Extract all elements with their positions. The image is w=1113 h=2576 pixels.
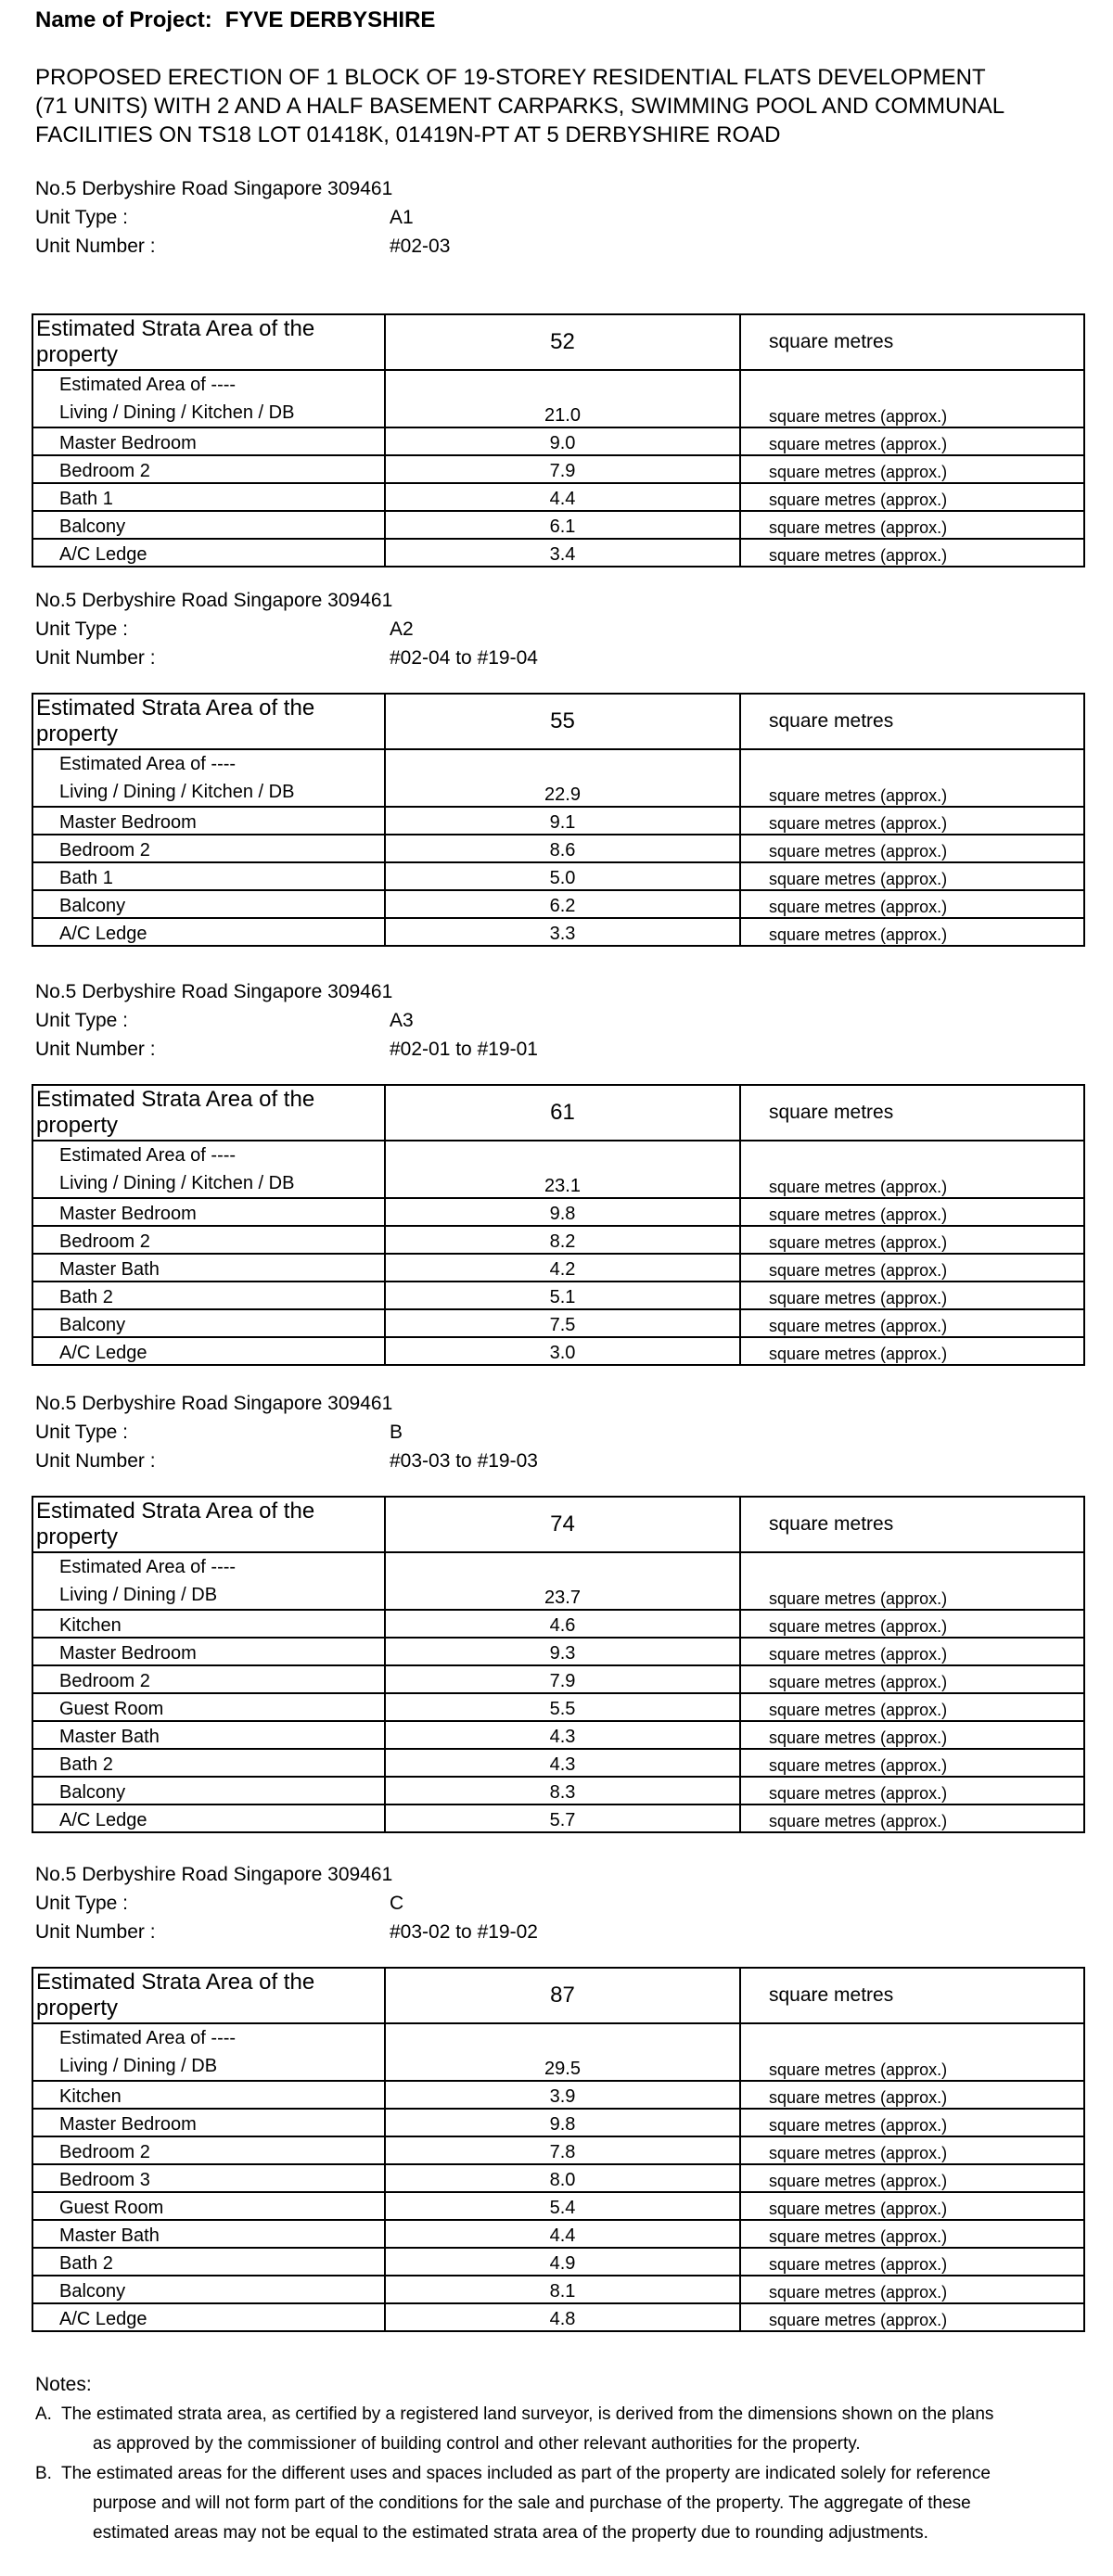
area-unit: square metres (approx.) xyxy=(740,2164,1084,2192)
area-unit: square metres (approx.) xyxy=(740,427,1084,455)
room-name: Balcony xyxy=(59,2281,126,2302)
strata-total-unit: square metres xyxy=(740,694,1084,749)
description-line: (71 UNITS) WITH 2 AND A HALF BASEMENT CARPARKS, SWIMMING POOL AND COMMUNAL xyxy=(35,94,1005,119)
area-label xyxy=(32,483,385,511)
strata-total-row xyxy=(32,1497,1084,1552)
estimated-area-label: Estimated Area of ---- xyxy=(59,375,237,395)
note-line: The estimated strata area, as certified by a registered land surveyor, is derived from the dimensions shown on the plans xyxy=(61,2404,994,2424)
unit-number-label: Unit Number : xyxy=(35,1450,156,1472)
room-name: Master Bedroom xyxy=(59,433,197,453)
room-name: Living / Dining / DB xyxy=(59,1585,218,1605)
room-name: Bath 2 xyxy=(59,1754,113,1775)
area-unit: square metres (approx.) xyxy=(740,1610,1084,1638)
area-value: 4.2 xyxy=(385,1254,740,1282)
area-unit: square metres (approx.) xyxy=(740,2109,1084,2136)
area-value: 6.1 xyxy=(385,511,740,539)
strata-total-label xyxy=(32,1968,385,2023)
area-label xyxy=(32,2192,385,2220)
address: No.5 Derbyshire Road Singapore 309461 xyxy=(35,1393,393,1414)
unit-number-value: #02-01 to #19-01 xyxy=(390,1039,538,1060)
unit-info-block xyxy=(35,1389,538,1475)
area-label xyxy=(32,1552,385,1610)
area-unit: square metres (approx.) xyxy=(740,1309,1084,1337)
unit-type-row xyxy=(35,1006,414,1035)
area-row xyxy=(32,2136,1084,2164)
unit-info-block xyxy=(35,174,451,261)
area-row xyxy=(32,1309,1084,1337)
area-value: 29.5 xyxy=(385,2023,740,2081)
area-unit: square metres (approx.) xyxy=(740,890,1084,918)
area-value: 8.2 xyxy=(385,1226,740,1254)
area-label xyxy=(32,1749,385,1777)
address: No.5 Derbyshire Road Singapore 309461 xyxy=(35,981,393,1002)
notes-title: Notes: xyxy=(35,2374,92,2395)
unit-number-row xyxy=(35,1035,538,1064)
unit-type-label: Unit Type : xyxy=(35,618,128,640)
strata-total-value: 52 xyxy=(385,314,740,370)
area-row xyxy=(32,749,1084,807)
unit-type-label: Unit Type : xyxy=(35,1010,128,1031)
area-value: 23.7 xyxy=(385,1552,740,1610)
area-unit: square metres (approx.) xyxy=(740,1638,1084,1665)
area-unit: square metres (approx.) xyxy=(740,2248,1084,2276)
area-unit: square metres (approx.) xyxy=(740,1749,1084,1777)
area-row xyxy=(32,1665,1084,1693)
area-value: 9.8 xyxy=(385,1198,740,1226)
strata-area-table xyxy=(32,1496,1085,1833)
area-row xyxy=(32,427,1084,455)
area-label xyxy=(32,890,385,918)
area-unit: square metres (approx.) xyxy=(740,2023,1084,2081)
area-label xyxy=(32,749,385,807)
unit-info-block xyxy=(35,586,538,672)
unit-type-value: A2 xyxy=(390,618,414,640)
area-row xyxy=(32,455,1084,483)
address: No.5 Derbyshire Road Singapore 309461 xyxy=(35,178,393,199)
area-unit: square metres (approx.) xyxy=(740,1141,1084,1198)
area-value: 7.5 xyxy=(385,1309,740,1337)
project-title xyxy=(35,7,435,33)
area-value: 4.3 xyxy=(385,1749,740,1777)
area-label xyxy=(32,1804,385,1832)
area-row xyxy=(32,1610,1084,1638)
room-name: Living / Dining / Kitchen / DB xyxy=(59,1173,295,1193)
unit-type-label: Unit Type : xyxy=(35,1422,128,1443)
area-unit: square metres (approx.) xyxy=(740,370,1084,427)
area-value: 8.0 xyxy=(385,2164,740,2192)
project-name: FYVE DERBYSHIRE xyxy=(224,7,436,32)
area-row xyxy=(32,539,1084,567)
area-unit: square metres (approx.) xyxy=(740,862,1084,890)
strata-total-row xyxy=(32,1085,1084,1141)
estimated-area-label: Estimated Area of ---- xyxy=(59,2028,237,2048)
unit-number-value: #03-02 to #19-02 xyxy=(390,1921,538,1943)
area-unit: square metres (approx.) xyxy=(740,2276,1084,2303)
area-label xyxy=(32,1777,385,1804)
strata-area-table xyxy=(32,693,1085,947)
area-label xyxy=(32,2023,385,2081)
area-unit: square metres (approx.) xyxy=(740,2303,1084,2331)
area-value: 4.9 xyxy=(385,2248,740,2276)
note-marker: B. xyxy=(35,2464,52,2483)
area-label xyxy=(32,1610,385,1638)
room-name: Balcony xyxy=(59,1315,126,1335)
area-unit: square metres (approx.) xyxy=(740,918,1084,946)
room-name: Bath 2 xyxy=(59,1287,113,1307)
area-value: 21.0 xyxy=(385,370,740,427)
unit-type-value: C xyxy=(390,1893,404,1914)
strata-area-table xyxy=(32,313,1085,567)
notes-section xyxy=(35,2370,1083,2548)
area-unit: square metres (approx.) xyxy=(740,1552,1084,1610)
area-value: 7.9 xyxy=(385,1665,740,1693)
area-unit: square metres (approx.) xyxy=(740,835,1084,862)
area-value: 5.7 xyxy=(385,1804,740,1832)
area-value: 5.1 xyxy=(385,1282,740,1309)
room-name: Living / Dining / Kitchen / DB xyxy=(59,402,295,423)
unit-info-block xyxy=(35,1860,538,1946)
room-name: Bedroom 2 xyxy=(59,1231,150,1252)
area-row xyxy=(32,2220,1084,2248)
unit-number-label: Unit Number : xyxy=(35,1921,156,1943)
area-row xyxy=(32,2109,1084,2136)
area-row xyxy=(32,890,1084,918)
area-label xyxy=(32,2248,385,2276)
strata-label-line: Estimated Strata Area of the xyxy=(36,1498,315,1524)
area-label xyxy=(32,2276,385,2303)
room-name: Master Bedroom xyxy=(59,2114,197,2135)
area-row xyxy=(32,1226,1084,1254)
address-row xyxy=(35,977,392,1006)
unit-number-label: Unit Number : xyxy=(35,647,156,669)
area-unit: square metres (approx.) xyxy=(740,1282,1084,1309)
area-label xyxy=(32,1337,385,1365)
note-line: purpose and will not form part of the conditions for the sale and purchase of the property. The aggregate of these xyxy=(93,2493,971,2513)
area-row xyxy=(32,807,1084,835)
area-row xyxy=(32,1804,1084,1832)
unit-type-label: Unit Type : xyxy=(35,207,128,228)
note-marker: A. xyxy=(35,2404,52,2424)
area-value: 4.6 xyxy=(385,1610,740,1638)
strata-total-label xyxy=(32,314,385,370)
area-label xyxy=(32,1141,385,1198)
unit-type-value: B xyxy=(390,1422,403,1443)
area-row xyxy=(32,1198,1084,1226)
unit-number-row xyxy=(35,1918,538,1946)
area-row xyxy=(32,1552,1084,1610)
area-value: 4.4 xyxy=(385,2220,740,2248)
area-unit: square metres (approx.) xyxy=(740,2081,1084,2109)
room-name: Balcony xyxy=(59,1782,126,1803)
area-row xyxy=(32,1749,1084,1777)
area-unit: square metres (approx.) xyxy=(740,455,1084,483)
area-row xyxy=(32,511,1084,539)
area-unit: square metres (approx.) xyxy=(740,1254,1084,1282)
area-row xyxy=(32,1282,1084,1309)
strata-total-label xyxy=(32,1085,385,1141)
unit-info-block xyxy=(35,977,538,1064)
area-unit: square metres (approx.) xyxy=(740,1777,1084,1804)
strata-area-table xyxy=(32,1967,1085,2332)
area-row xyxy=(32,1721,1084,1749)
area-label xyxy=(32,2081,385,2109)
area-value: 8.6 xyxy=(385,835,740,862)
area-value: 5.0 xyxy=(385,862,740,890)
strata-label-line: property xyxy=(36,1524,119,1549)
area-row xyxy=(32,483,1084,511)
room-name: Master Bedroom xyxy=(59,812,197,833)
area-value: 3.9 xyxy=(385,2081,740,2109)
area-row xyxy=(32,2164,1084,2192)
note-line: estimated areas may not be equal to the estimated strata area of the property due to rounding adjustments. xyxy=(93,2523,928,2543)
area-label xyxy=(32,427,385,455)
area-value: 23.1 xyxy=(385,1141,740,1198)
room-name: Bath 1 xyxy=(59,489,113,509)
room-name: Living / Dining / Kitchen / DB xyxy=(59,782,295,802)
area-label xyxy=(32,455,385,483)
room-name: Bedroom 2 xyxy=(59,2142,150,2162)
area-row xyxy=(32,1777,1084,1804)
area-value: 6.2 xyxy=(385,890,740,918)
area-row xyxy=(32,2248,1084,2276)
room-name: Bedroom 2 xyxy=(59,1671,150,1691)
strata-label-line: Estimated Strata Area of the xyxy=(36,1970,315,1995)
area-unit: square metres (approx.) xyxy=(740,1337,1084,1365)
room-name: A/C Ledge xyxy=(59,544,147,565)
strata-total-unit: square metres xyxy=(740,1085,1084,1141)
area-label xyxy=(32,2220,385,2248)
area-label xyxy=(32,1638,385,1665)
area-value: 7.8 xyxy=(385,2136,740,2164)
unit-number-row xyxy=(35,232,451,261)
area-label xyxy=(32,807,385,835)
area-unit: square metres (approx.) xyxy=(740,539,1084,567)
area-label xyxy=(32,835,385,862)
unit-type-value: A1 xyxy=(390,207,414,228)
room-name: A/C Ledge xyxy=(59,1810,147,1830)
area-unit: square metres (approx.) xyxy=(740,1721,1084,1749)
strata-label-line: property xyxy=(36,721,119,746)
room-name: Balcony xyxy=(59,896,126,916)
room-name: Bath 1 xyxy=(59,868,113,888)
room-name: A/C Ledge xyxy=(59,924,147,944)
area-label xyxy=(32,862,385,890)
unit-type-row xyxy=(35,1418,403,1447)
room-name: Guest Room xyxy=(59,1699,164,1719)
area-unit: square metres (approx.) xyxy=(740,749,1084,807)
strata-total-row xyxy=(32,1968,1084,2023)
area-label xyxy=(32,2136,385,2164)
area-label xyxy=(32,2303,385,2331)
note-a xyxy=(35,2400,1083,2459)
strata-total-row xyxy=(32,314,1084,370)
strata-total-value: 87 xyxy=(385,1968,740,2023)
area-row xyxy=(32,862,1084,890)
area-value: 4.3 xyxy=(385,1721,740,1749)
strata-label-line: Estimated Strata Area of the xyxy=(36,1087,315,1112)
address-row xyxy=(35,586,392,615)
strata-total-label xyxy=(32,1497,385,1552)
room-name: Master Bath xyxy=(59,2225,160,2246)
area-label xyxy=(32,1282,385,1309)
area-row xyxy=(32,1141,1084,1198)
area-unit: square metres (approx.) xyxy=(740,483,1084,511)
strata-total-label xyxy=(32,694,385,749)
unit-number-value: #02-04 to #19-04 xyxy=(390,647,538,669)
strata-label-line: property xyxy=(36,342,119,367)
room-name: A/C Ledge xyxy=(59,1343,147,1363)
unit-type-value: A3 xyxy=(390,1010,414,1031)
strata-total-unit: square metres xyxy=(740,1497,1084,1552)
strata-total-unit: square metres xyxy=(740,1968,1084,2023)
strata-total-unit: square metres xyxy=(740,314,1084,370)
room-name: Guest Room xyxy=(59,2198,164,2218)
area-unit: square metres (approx.) xyxy=(740,1804,1084,1832)
area-row xyxy=(32,2023,1084,2081)
area-label xyxy=(32,1226,385,1254)
unit-number-value: #03-03 to #19-03 xyxy=(390,1450,538,1472)
room-name: Master Bath xyxy=(59,1259,160,1280)
area-value: 9.8 xyxy=(385,2109,740,2136)
area-label xyxy=(32,370,385,427)
unit-number-label: Unit Number : xyxy=(35,236,156,257)
area-value: 9.1 xyxy=(385,807,740,835)
unit-number-row xyxy=(35,644,538,672)
description-line: PROPOSED ERECTION OF 1 BLOCK OF 19-STOREY RESIDENTIAL FLATS DEVELOPMENT xyxy=(35,65,986,90)
area-row xyxy=(32,1693,1084,1721)
project-description xyxy=(35,63,1083,149)
project-label: Name of Project: xyxy=(35,7,212,32)
estimated-area-label: Estimated Area of ---- xyxy=(59,754,237,774)
area-value: 5.4 xyxy=(385,2192,740,2220)
room-name: Living / Dining / DB xyxy=(59,2056,218,2076)
area-value: 4.8 xyxy=(385,2303,740,2331)
unit-type-row xyxy=(35,203,414,232)
address-row xyxy=(35,1860,392,1889)
address: No.5 Derbyshire Road Singapore 309461 xyxy=(35,1864,393,1885)
area-value: 22.9 xyxy=(385,749,740,807)
area-label xyxy=(32,1693,385,1721)
area-row xyxy=(32,835,1084,862)
unit-number-label: Unit Number : xyxy=(35,1039,156,1060)
area-row xyxy=(32,2081,1084,2109)
address-row xyxy=(35,174,392,203)
area-row xyxy=(32,2192,1084,2220)
area-unit: square metres (approx.) xyxy=(740,2220,1084,2248)
strata-total-value: 74 xyxy=(385,1497,740,1552)
area-label xyxy=(32,511,385,539)
area-label xyxy=(32,539,385,567)
strata-area-table xyxy=(32,1084,1085,1366)
note-line: as approved by the commissioner of building control and other relevant authorities for the property. xyxy=(93,2434,861,2454)
unit-number-value: #02-03 xyxy=(390,236,451,257)
address-row xyxy=(35,1389,392,1418)
strata-label-line: property xyxy=(36,1113,119,1138)
unit-type-row xyxy=(35,1889,404,1918)
area-label xyxy=(32,1198,385,1226)
note-line: The estimated areas for the different uses and spaces included as part of the property are indicated solely for reference xyxy=(61,2464,991,2483)
unit-number-row xyxy=(35,1447,538,1475)
area-row xyxy=(32,1337,1084,1365)
room-name: Master Bedroom xyxy=(59,1643,197,1664)
strata-label-line: Estimated Strata Area of the xyxy=(36,695,315,721)
area-row xyxy=(32,1638,1084,1665)
room-name: Kitchen xyxy=(59,2086,122,2107)
area-value: 9.0 xyxy=(385,427,740,455)
estimated-area-label: Estimated Area of ---- xyxy=(59,1145,237,1166)
area-value: 3.3 xyxy=(385,918,740,946)
area-value: 8.1 xyxy=(385,2276,740,2303)
area-row xyxy=(32,918,1084,946)
area-unit: square metres (approx.) xyxy=(740,1693,1084,1721)
room-name: Master Bedroom xyxy=(59,1204,197,1224)
address: No.5 Derbyshire Road Singapore 309461 xyxy=(35,590,393,611)
area-value: 8.3 xyxy=(385,1777,740,1804)
area-label xyxy=(32,1721,385,1749)
room-name: A/C Ledge xyxy=(59,2309,147,2329)
area-row xyxy=(32,2276,1084,2303)
area-label xyxy=(32,1665,385,1693)
estimated-area-label: Estimated Area of ---- xyxy=(59,1557,237,1577)
area-value: 7.9 xyxy=(385,455,740,483)
room-name: Bath 2 xyxy=(59,2253,113,2274)
area-label xyxy=(32,1309,385,1337)
area-value: 3.0 xyxy=(385,1337,740,1365)
unit-type-row xyxy=(35,615,414,644)
area-unit: square metres (approx.) xyxy=(740,1226,1084,1254)
unit-type-label: Unit Type : xyxy=(35,1893,128,1914)
note-b xyxy=(35,2459,1083,2548)
area-value: 5.5 xyxy=(385,1693,740,1721)
area-row xyxy=(32,2303,1084,2331)
area-unit: square metres (approx.) xyxy=(740,2192,1084,2220)
area-unit: square metres (approx.) xyxy=(740,2136,1084,2164)
area-row xyxy=(32,1254,1084,1282)
room-name: Bedroom 2 xyxy=(59,840,150,861)
room-name: Bedroom 2 xyxy=(59,461,150,481)
area-label xyxy=(32,2109,385,2136)
area-unit: square metres (approx.) xyxy=(740,511,1084,539)
strata-label-line: property xyxy=(36,1996,119,2021)
area-label xyxy=(32,2164,385,2192)
area-value: 3.4 xyxy=(385,539,740,567)
area-row xyxy=(32,370,1084,427)
area-unit: square metres (approx.) xyxy=(740,1665,1084,1693)
strata-total-value: 61 xyxy=(385,1085,740,1141)
room-name: Kitchen xyxy=(59,1615,122,1636)
area-unit: square metres (approx.) xyxy=(740,1198,1084,1226)
area-value: 9.3 xyxy=(385,1638,740,1665)
room-name: Balcony xyxy=(59,516,126,537)
description-line: FACILITIES ON TS18 LOT 01418K, 01419N-PT AT 5 DERBYSHIRE ROAD xyxy=(35,122,781,147)
strata-total-value: 55 xyxy=(385,694,740,749)
area-label xyxy=(32,1254,385,1282)
room-name: Bedroom 3 xyxy=(59,2170,150,2190)
area-label xyxy=(32,918,385,946)
area-value: 4.4 xyxy=(385,483,740,511)
area-unit: square metres (approx.) xyxy=(740,807,1084,835)
strata-total-row xyxy=(32,694,1084,749)
room-name: Master Bath xyxy=(59,1727,160,1747)
strata-label-line: Estimated Strata Area of the xyxy=(36,316,315,341)
